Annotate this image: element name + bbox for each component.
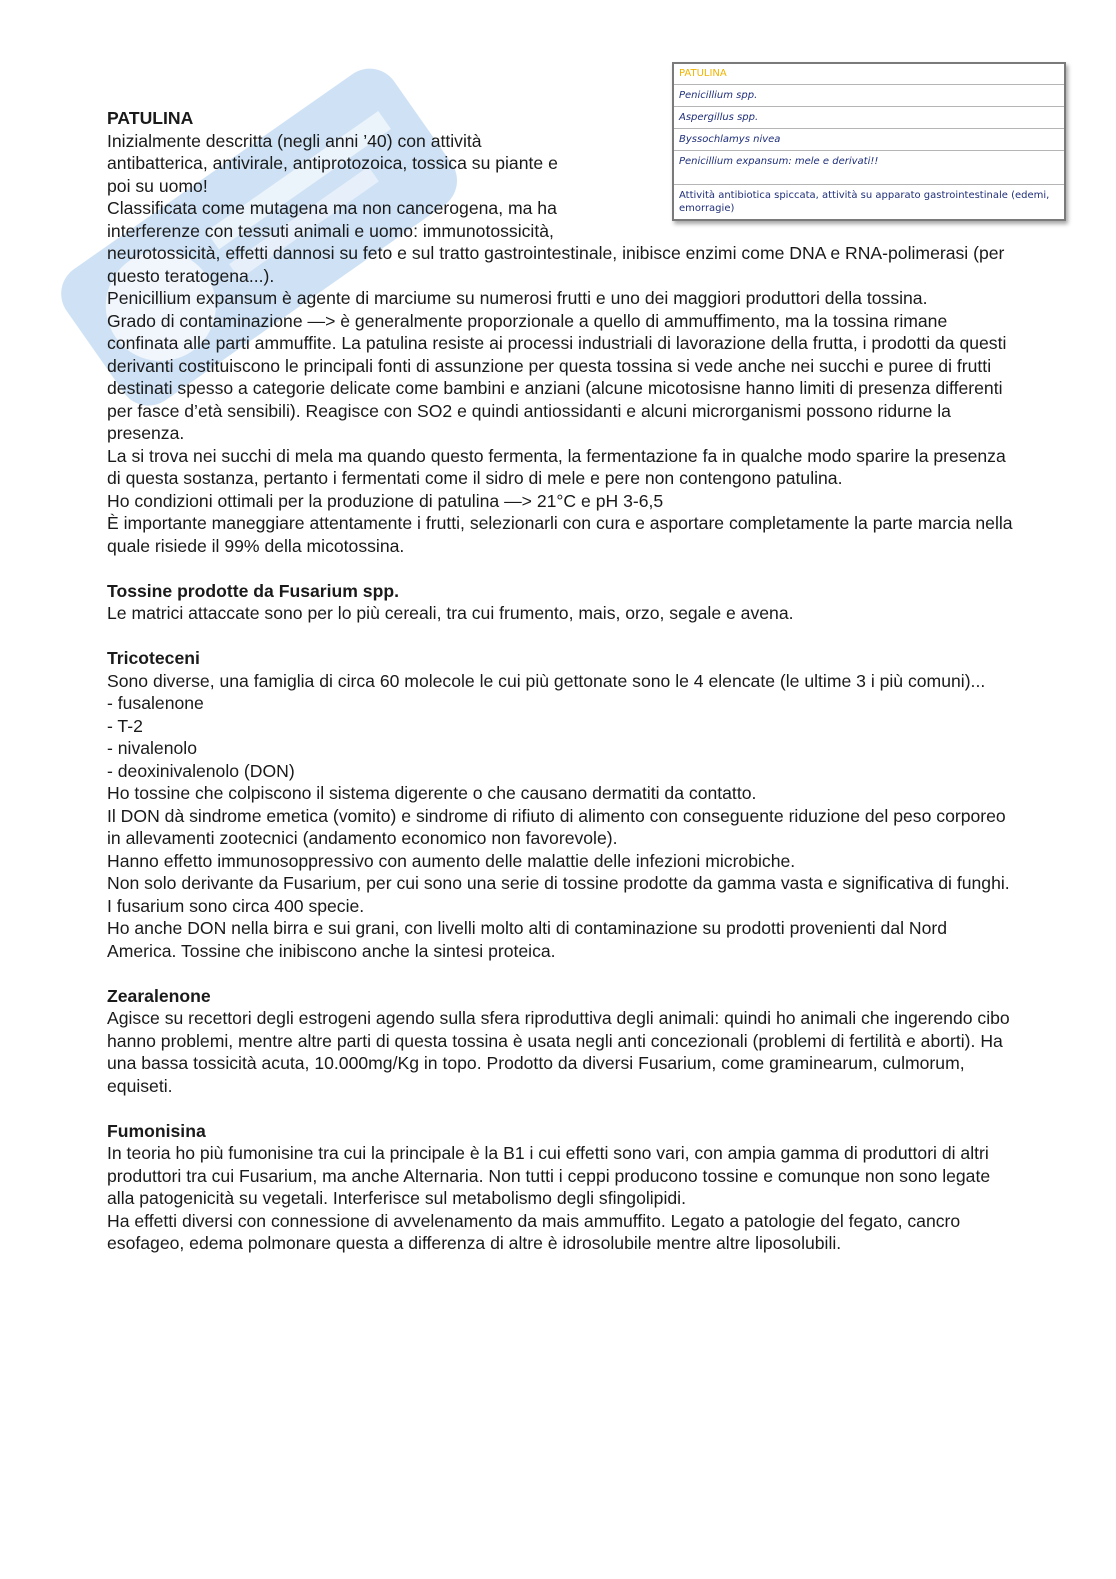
paragraph: In teoria ho più fumonisine tra cui la principale è la B1 i cui effetti sono vari, con ampia gamma di produttori di altri produttori tra cui Fusarium, ma anche Alternaria. Non tutti i ceppi producono tossine e comunque non sono legate alla patogenicità su vegetali. Interferisce sul metabolismo degli sfingolipidi. [107,1143,991,1208]
list-item: - nivalenolo [107,738,197,758]
paragraph-line: Classificata come mutagena ma non cancerogena, ma ha [107,198,557,218]
paragraph: Ho anche DON nella birra e sui grani, con livelli molto alti di contaminazione su prodotti provenienti dal Nord America. Tossine che inibiscono anche la sintesi proteica. [107,918,948,961]
document-body [107,107,1017,1255]
paragraph-line: antibatterica, antivirale, antiprotozoica, tossica su piante e [107,153,558,173]
table-note: Attività antibiotica spiccata, attività su apparato gastrointestinale (edemi, emorragie) [679,190,1050,214]
section-title-patulina: PATULINA [107,108,194,128]
paragraph: Il DON dà sindrome emetica (vomito) e sindrome di rifiuto di alimento con conseguente riduzione del peso corporeo in allevamenti zootecnici (andamento economico non favorevole). [107,805,1006,848]
paragraph: Ho tossine che colpiscono il sistema digerente o che causano dermatiti da contatto. [107,783,757,803]
paragraph: La si trova nei succhi di mela ma quando questo fermenta, la fermentazione fa in qualche modo sparire la presenza di questa sostanza, pertanto i fermentati come il sidro di mele e pere non contengono patulina. [107,445,1006,488]
paragraph: Ha effetti diversi con connessione di avvelenamento da mais ammuffito. Legato a patologie del fegato, cancro esofageo, edema polmonare questa a differenza di altre è idrosolubile mentre altre liposolubili. [107,1210,961,1253]
paragraph-line: Inizialmente descritta (negli anni ’40) con attività [107,130,482,151]
paragraph: neurotossicità, effetti dannosi su feto e sul tratto gastrointestinale, inibisce enzimi come DNA e RNA-polimerasi (per questo teratogena...). [107,243,1005,286]
paragraph: Agisce su recettori degli estrogeni agendo sulla sfera riproduttiva degli animali: quindi ho animali che ingerendo cibo hanno problemi, mentre altre parti di questa tossina è usata negli anti concezionali (problemi di fertilità e aborti). Ha una bassa tossicità acuta, 10.000mg/Kg in topo. Prodotto da diversi Fusarium, come graminearum, culmorum, equiseti. [107,1008,1010,1096]
paragraph: Penicillium expansum è agente di marciume su numerosi frutti e uno dei maggiori produttori della tossina. [107,288,928,308]
paragraph: Grado di contaminazione —> è generalmente proporzionale a quello di ammuffimento, ma la tossina rimane confinata alle parti ammuffite. La patulina resiste ai processi industriali di lavorazione della frutta, i prodotti da questi derivanti costituiscono le principali fonti di assunzione per questa tossina si vede anche nei succhi e puree di frutti destinati spesso a categorie delicate come bambini e anziani (alcune micotosisne hanno limiti di presenza differenti per fasce d’età sensibili). Reagisce con SO2 e quindi antiossidanti e alcuni microrganismi possono ridurne la presenza. [107,310,1007,443]
table-title: PATULINA [674,64,1064,85]
paragraph: Le matrici attaccate sono per lo più cereali, tra cui frumento, mais, orzo, segale e avena. [107,603,794,623]
list-item: - T-2 [107,715,143,736]
table-row: Penicillium expansum: mele e derivati!! [674,151,1064,185]
paragraph-line: interferenze con tessuti animali e uomo: immunotossicità, [107,220,554,241]
section-title-fusarium: Tossine prodotte da Fusarium spp. [107,580,399,601]
list-item: - deoxinivalenolo (DON) [107,760,295,781]
paragraph-line: poi su uomo! [107,175,208,196]
paragraph: Hanno effetto immunosoppressivo con aumento delle malattie delle infezioni microbiche. [107,850,796,871]
paragraph: Sono diverse, una famiglia di circa 60 molecole le cui più gettonate sono le 4 elencate (le ultime 3 i più comuni)... [107,670,986,691]
list-item: - fusalenone [107,693,204,713]
paragraph: È importante maneggiare attentamente i frutti, selezionarli con cura e asportare completamente la parte marcia nella quale risiede il 99% della micotossina. [107,513,1013,556]
section-title-fumonisina: Fumonisina [107,1120,206,1141]
paragraph: Ho condizioni ottimali per la produzione di patulina —> 21°C e pH 3-6,5 [107,490,664,511]
table-row: Byssochlamys nivea [674,129,1064,151]
paragraph: Non solo derivante da Fusarium, per cui sono una serie di tossine prodotte da gamma vasta e significativa di funghi. I fusarium sono circa 400 specie. [107,873,1010,916]
section-title-tricoteceni: Tricoteceni [107,648,200,668]
table-row: Penicillium spp. [674,85,1064,107]
table-row: Aspergillus spp. [674,107,1064,129]
section-title-zearalenone: Zearalenone [107,985,211,1006]
